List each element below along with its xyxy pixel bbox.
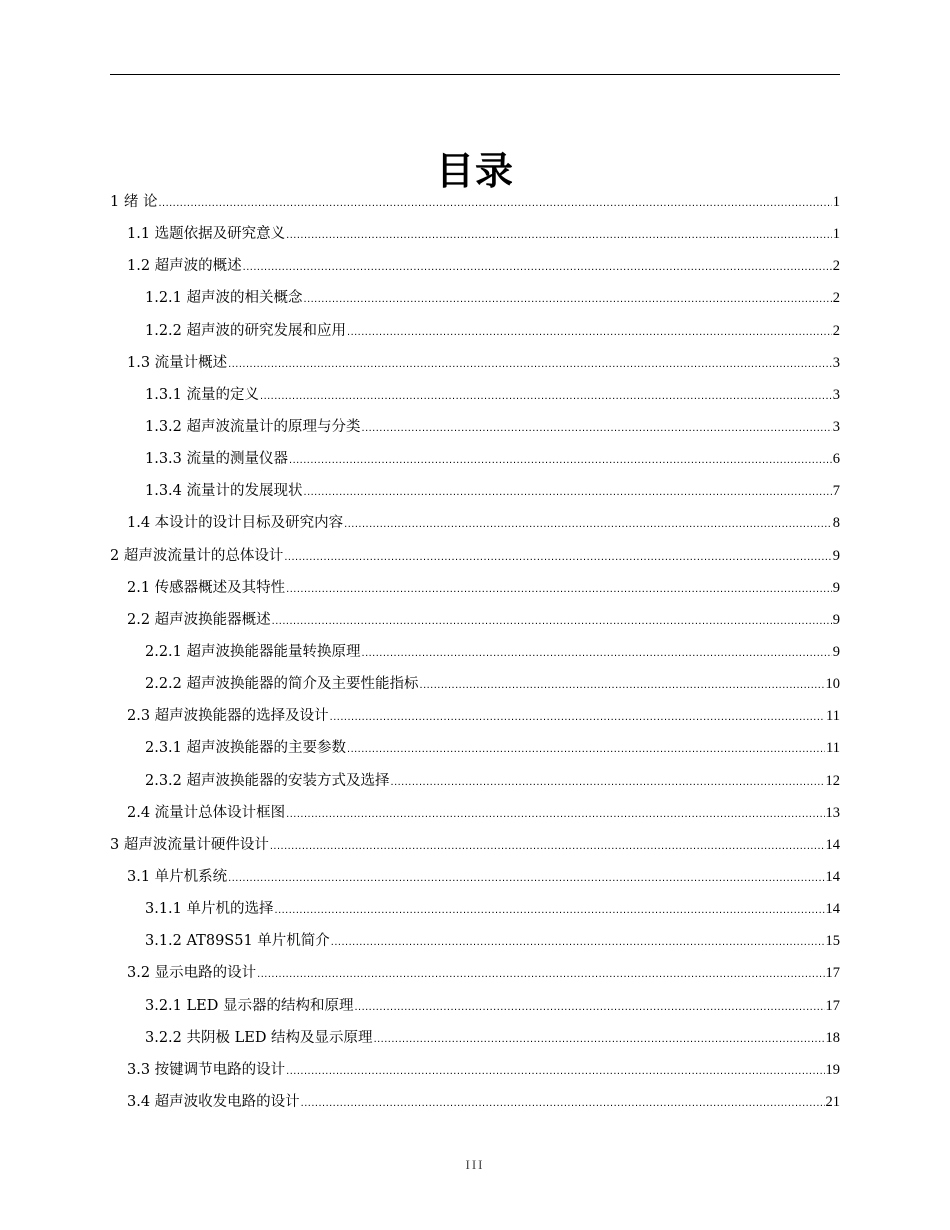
toc-entry[interactable] — [110, 186, 840, 218]
toc-entry-label: 1.3.1 流量的定义 — [145, 386, 260, 403]
toc-entry-label: 2.2.2 超声波换能器的简介及主要性能指标 — [145, 676, 419, 693]
toc-entry-label: 3 超声波流量计硬件设计 — [110, 836, 269, 853]
toc-entry[interactable] — [110, 572, 840, 604]
toc-entry[interactable] — [110, 732, 840, 764]
toc-dot-leader — [275, 894, 825, 926]
toc-entry-page: 14 — [825, 901, 840, 918]
toc-entry-page: 18 — [825, 1029, 840, 1046]
toc-entry-page: 11 — [826, 740, 840, 757]
toc-dot-leader — [289, 444, 832, 476]
toc-entry-label: 1.3.3 流量的测量仪器 — [145, 451, 289, 468]
toc-entry-label: 3.2.2 共阴极 LED 结构及显示原理 — [145, 1029, 373, 1046]
toc-entry[interactable] — [110, 797, 840, 829]
toc-entry-page: 2 — [832, 290, 840, 307]
toc-entry[interactable] — [110, 604, 840, 636]
toc-entry-page: 8 — [832, 515, 840, 532]
toc-entry[interactable] — [110, 765, 840, 797]
toc-entry[interactable] — [110, 1054, 840, 1086]
toc-entry-label: 1.2.2 超声波的研究发展和应用 — [145, 322, 347, 339]
toc-entry-page: 14 — [825, 868, 840, 885]
toc-entry-page: 1 — [832, 226, 840, 243]
toc-entry-page: 11 — [826, 708, 840, 725]
toc-dot-leader — [391, 766, 825, 798]
toc-dot-leader — [260, 380, 832, 412]
toc-entry-page: 9 — [832, 643, 840, 660]
toc-entry-label: 3.1 单片机系统 — [127, 868, 228, 885]
toc-entry-page: 17 — [825, 965, 840, 982]
toc-entry-label: 3.2 显示电路的设计 — [127, 965, 257, 982]
toc-entry[interactable] — [110, 925, 840, 957]
toc-entry-label: 2.2 超声波换能器概述 — [127, 611, 271, 628]
toc-entry-label: 2.2.1 超声波换能器能量转换原理 — [145, 643, 361, 660]
toc-entry[interactable] — [110, 282, 840, 314]
toc-entry-page: 3 — [832, 418, 840, 435]
toc-entry-page: 9 — [832, 611, 840, 628]
toc-entry-label: 2.3.1 超声波换能器的主要参数 — [145, 740, 347, 757]
toc-entry[interactable] — [110, 957, 840, 989]
toc-dot-leader — [286, 573, 832, 605]
toc-entry-page: 2 — [832, 258, 840, 275]
toc-entry-label: 2.4 流量计总体设计框图 — [127, 804, 286, 821]
toc-dot-leader — [158, 187, 831, 219]
toc-entry-label: 3.3 按键调节电路的设计 — [127, 1061, 286, 1078]
toc-entry-page: 7 — [832, 483, 840, 500]
table-of-contents — [110, 186, 840, 1118]
toc-entry-page: 10 — [825, 676, 840, 693]
toc-entry[interactable] — [110, 829, 840, 861]
page-number: III — [465, 1157, 485, 1172]
toc-entry-label: 2.1 传感器概述及其特性 — [127, 579, 286, 596]
toc-entry-page: 19 — [825, 1061, 840, 1078]
toc-entry-label: 3.1.2 AT89S51 单片机简介 — [145, 933, 330, 950]
toc-entry-label: 1.1 选题依据及研究意义 — [127, 226, 286, 243]
toc-dot-leader — [354, 991, 824, 1023]
toc-entry[interactable] — [110, 443, 840, 475]
toc-entry[interactable] — [110, 250, 840, 282]
toc-dot-leader — [347, 733, 825, 765]
toc-entry-page: 1 — [832, 194, 840, 210]
toc-dot-leader — [286, 798, 824, 830]
header-rule — [110, 74, 840, 75]
toc-dot-leader — [362, 637, 832, 669]
toc-entry-page: 3 — [832, 386, 840, 403]
toc-entry-page: 9 — [832, 579, 840, 596]
toc-entry-page: 14 — [825, 836, 840, 853]
toc-dot-leader — [330, 701, 825, 733]
toc-entry-label: 2.3 超声波换能器的选择及设计 — [127, 708, 329, 725]
toc-dot-leader — [301, 1087, 825, 1119]
toc-dot-leader — [257, 958, 824, 990]
toc-entry-label: 3.2.1 LED 显示器的结构和原理 — [145, 997, 354, 1014]
toc-entry[interactable] — [110, 700, 840, 732]
toc-dot-leader — [228, 862, 824, 894]
toc-entry-label: 3.4 超声波收发电路的设计 — [127, 1093, 300, 1110]
toc-entry-label: 1.3 流量计概述 — [127, 354, 228, 371]
toc-entry[interactable] — [110, 411, 840, 443]
toc-entry[interactable] — [110, 1022, 840, 1054]
toc-entry-label: 1.2.1 超声波的相关概念 — [145, 290, 303, 307]
toc-entry-label: 1.4 本设计的设计目标及研究内容 — [127, 515, 344, 532]
toc-entry[interactable] — [110, 893, 840, 925]
toc-dot-leader — [344, 508, 832, 540]
toc-entry[interactable] — [110, 990, 840, 1022]
toc-entry-page: 3 — [832, 354, 840, 371]
toc-entry[interactable] — [110, 218, 840, 250]
toc-dot-leader — [284, 541, 831, 573]
page-title: 目录 — [435, 149, 514, 193]
toc-entry-page: 12 — [825, 772, 840, 789]
toc-entry[interactable] — [110, 507, 840, 539]
toc-entry-label: 2.3.2 超声波换能器的安装方式及选择 — [145, 772, 390, 789]
toc-entry-label: 1.3.2 超声波流量计的原理与分类 — [145, 418, 361, 435]
toc-entry-page: 9 — [832, 547, 840, 564]
toc-entry[interactable] — [110, 347, 840, 379]
toc-dot-leader — [286, 219, 832, 251]
toc-dot-leader — [272, 605, 832, 637]
toc-entry-page: 15 — [825, 933, 840, 950]
toc-entry[interactable] — [110, 475, 840, 507]
toc-dot-leader — [304, 476, 832, 508]
toc-entry[interactable] — [110, 379, 840, 411]
toc-dot-leader — [304, 283, 832, 315]
toc-entry-page: 17 — [825, 997, 840, 1014]
toc-dot-leader — [420, 669, 825, 701]
toc-dot-leader — [243, 251, 832, 283]
toc-entry[interactable] — [110, 1086, 840, 1118]
toc-entry[interactable] — [110, 636, 840, 668]
toc-entry-label: 1.3.4 流量计的发展现状 — [145, 483, 303, 500]
toc-dot-leader — [228, 348, 832, 380]
toc-entry[interactable] — [110, 315, 840, 347]
toc-entry-page: 6 — [832, 451, 840, 468]
toc-entry[interactable] — [110, 540, 840, 572]
toc-entry-label: 3.1.1 单片机的选择 — [145, 901, 274, 918]
toc-entry[interactable] — [110, 668, 840, 700]
toc-entry[interactable] — [110, 861, 840, 893]
toc-dot-leader — [331, 926, 825, 958]
toc-dot-leader — [270, 830, 825, 862]
toc-entry-page: 13 — [825, 804, 840, 821]
toc-entry-label: 1.2 超声波的概述 — [127, 258, 242, 275]
toc-dot-leader — [362, 412, 832, 444]
toc-entry-page: 2 — [832, 322, 840, 339]
toc-dot-leader — [286, 1055, 824, 1087]
toc-dot-leader — [347, 316, 832, 348]
toc-entry-page: 21 — [825, 1093, 840, 1110]
toc-entry-label: 2 超声波流量计的总体设计 — [110, 547, 284, 564]
toc-dot-leader — [374, 1023, 825, 1055]
toc-entry-label: 1 绪 论 — [110, 194, 158, 210]
